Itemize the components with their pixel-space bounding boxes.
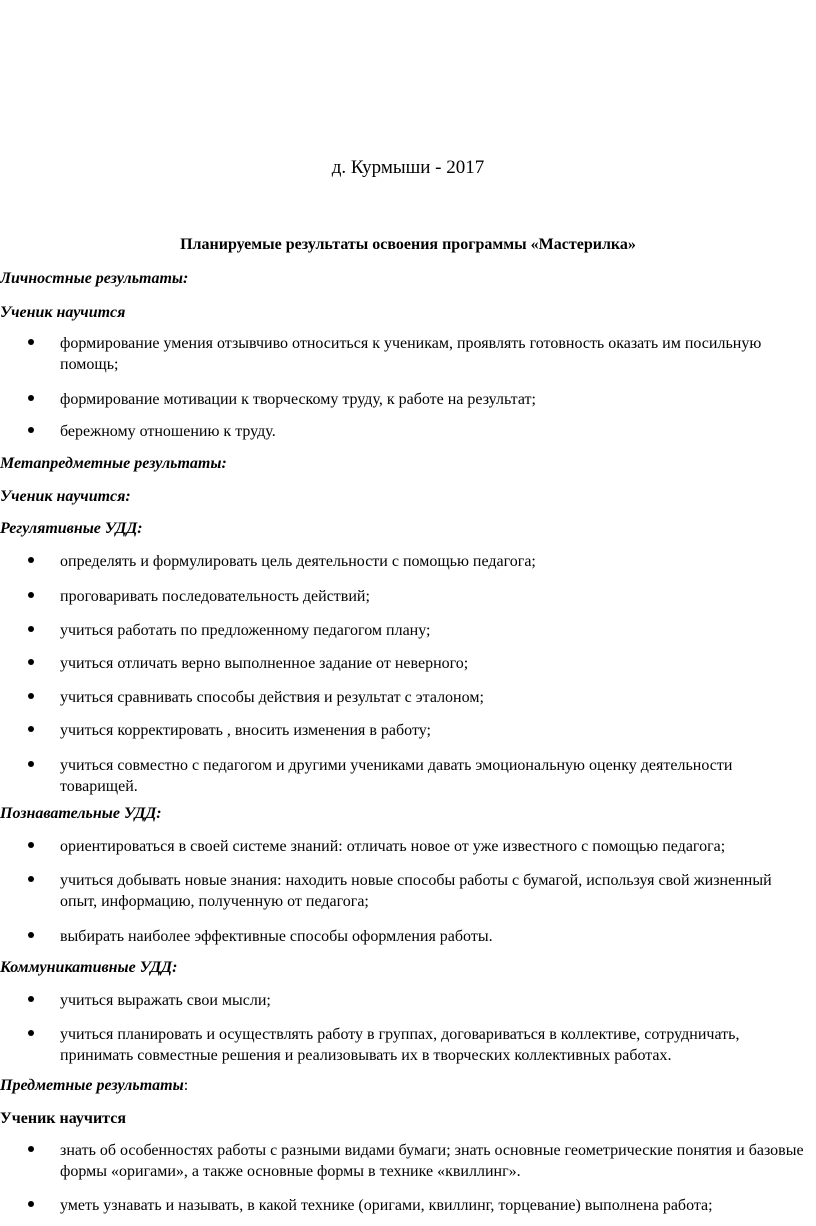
bullet-icon bbox=[26, 425, 36, 435]
bullet-icon bbox=[26, 759, 36, 769]
bullet-icon bbox=[26, 1199, 36, 1209]
list-item: учиться работать по предложенному педагогом плану; bbox=[60, 622, 431, 639]
bullet-icon bbox=[26, 657, 36, 667]
subheading-subject: Ученик научится bbox=[0, 1110, 126, 1127]
list-item: бережному отношению к труду. bbox=[60, 423, 276, 440]
bullet-icon bbox=[26, 1028, 36, 1038]
bullet-icon bbox=[26, 691, 36, 701]
list-item: учиться совместно с педагогом и другими учениками давать эмоциональную оценку деятельности товарищей. bbox=[60, 757, 733, 795]
bullet-icon bbox=[26, 393, 36, 403]
list-item: учиться выражать свои мысли; bbox=[60, 992, 271, 1009]
bullet-icon bbox=[26, 337, 36, 347]
place-year: д. Курмыши - 2017 bbox=[331, 157, 485, 178]
list-item: уметь узнавать и называть, в какой технике (оригами, квиллинг, торцевание) выполнена работа; bbox=[60, 1197, 713, 1214]
list-item: определять и формулировать цель деятельности с помощью педагога; bbox=[60, 553, 536, 570]
heading-subject-colon: : bbox=[183, 1077, 189, 1094]
subheading-personal: Ученик научится bbox=[0, 304, 126, 321]
list-item: учиться планировать и осуществлять работу в группах, договариваться в коллективе, сотрудничать, принимать совместные решения и реализовывать их в творческих коллективных работах. bbox=[60, 1026, 740, 1064]
list-item: проговаривать последовательность действий; bbox=[60, 588, 370, 605]
subheading-meta: Ученик научится: bbox=[0, 488, 131, 505]
program-title: Планируемые результаты освоения программы «Мастерилка» bbox=[180, 236, 636, 253]
bullet-icon bbox=[26, 840, 36, 850]
heading-subject bbox=[0, 1075, 188, 1096]
heading-regulative: Регулятивные УДД: bbox=[0, 520, 143, 537]
list-item: формирование мотивации к творческому труду, к работе на результат; bbox=[60, 391, 536, 408]
heading-communicative: Коммуникативные УДД: bbox=[0, 959, 178, 976]
bullet-icon bbox=[26, 1144, 36, 1154]
list-item: знать об особенностях работы с разными видами бумаги; знать основные геометрические понятия и базовые формы «оригами», а также основные формы в технике «квиллинг». bbox=[60, 1142, 804, 1180]
bullet-icon bbox=[26, 555, 36, 565]
list-item: выбирать наиболее эффективные способы оформления работы. bbox=[60, 928, 493, 945]
bullet-icon bbox=[26, 994, 36, 1004]
list-item: учиться добывать новые знания: находить новые способы работы с бумагой, используя свой жизненный опыт, информацию, полученную от педагога; bbox=[60, 872, 772, 910]
heading-cognitive: Познавательные УДД: bbox=[0, 805, 162, 822]
bullet-icon bbox=[26, 624, 36, 634]
bullet-icon bbox=[26, 590, 36, 600]
bullet-icon bbox=[26, 724, 36, 734]
list-item: учиться отличать верно выполненное задание от неверного; bbox=[60, 655, 469, 672]
bullet-icon bbox=[26, 930, 36, 940]
list-item: учиться сравнивать способы действия и результат с эталоном; bbox=[60, 689, 484, 706]
heading-personal: Личностные результаты: bbox=[0, 270, 189, 287]
heading-meta: Метапредметные результаты: bbox=[0, 455, 227, 472]
list-item: формирование умения отзывчиво относиться к ученикам, проявлять готовность оказать им посильную помощь; bbox=[60, 335, 762, 373]
bullet-icon bbox=[26, 874, 36, 884]
list-item: учиться корректировать , вносить изменения в работу; bbox=[60, 722, 431, 739]
list-item: ориентироваться в своей системе знаний: отличать новое от уже известного с помощью педагога; bbox=[60, 838, 726, 855]
heading-subject-text: Предметные результаты bbox=[0, 1077, 184, 1094]
